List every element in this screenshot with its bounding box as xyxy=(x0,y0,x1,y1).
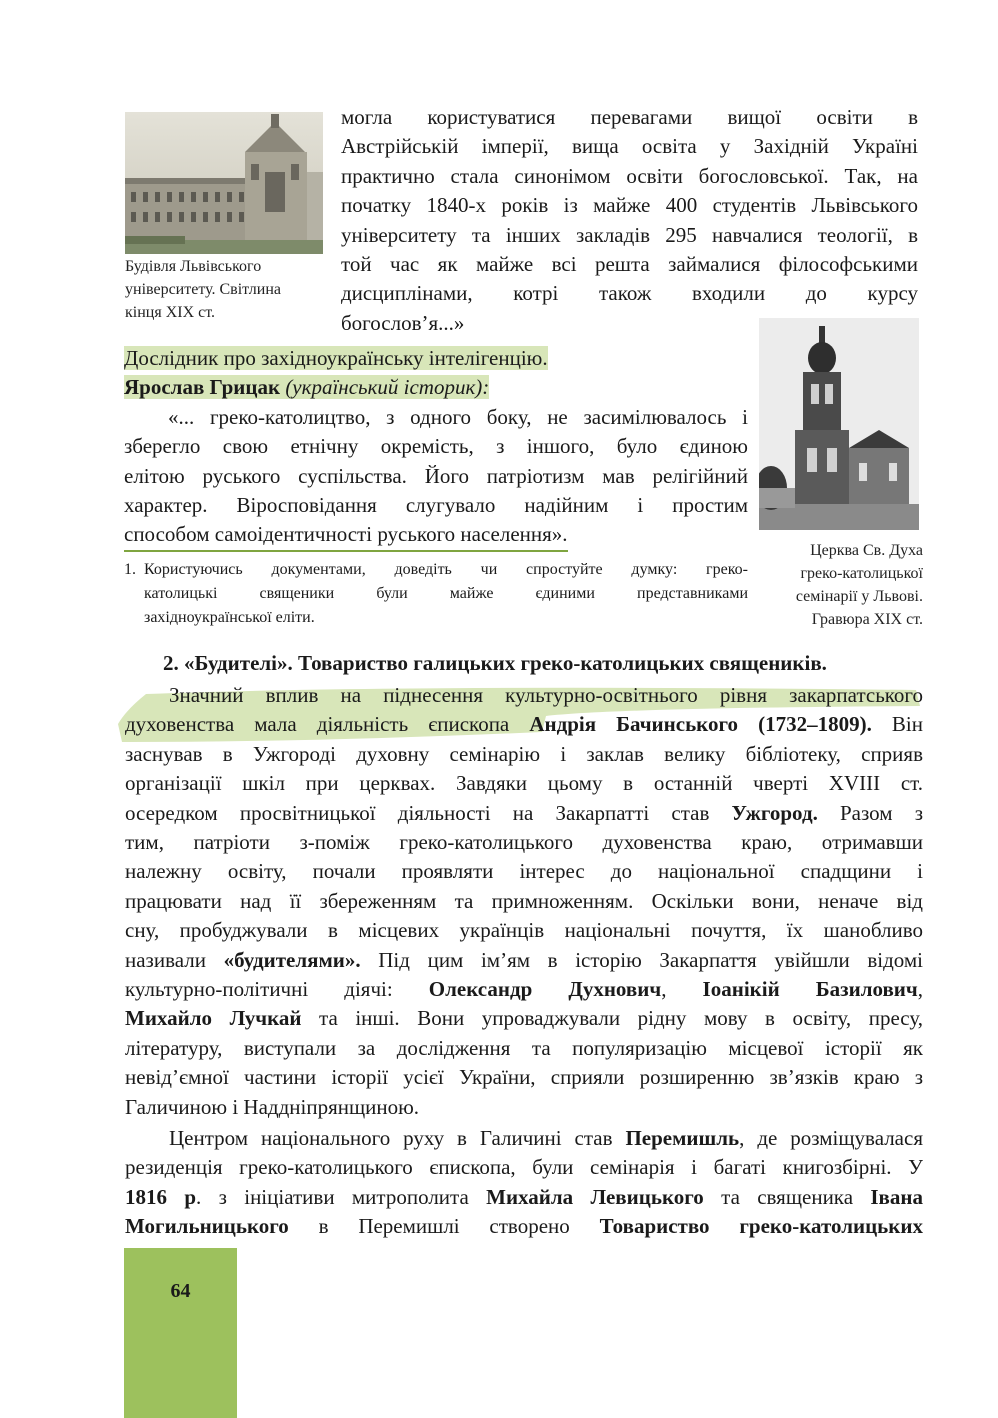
term-budyteli: «будителями». xyxy=(223,947,361,972)
text-span: називали xyxy=(125,947,224,972)
text-line: богослов’я...» xyxy=(341,310,465,335)
page-number: 64 xyxy=(170,1280,191,1302)
text-line: тим, патріоти з-поміж греко-католицького духовенства краю, отримавши xyxy=(125,830,923,855)
text-line xyxy=(125,1183,923,1212)
text-line: практично стала синонімом освіти богословської. Так, на xyxy=(341,163,918,188)
bishop-name: Андрія Бачинського (1732–1809). xyxy=(529,712,872,737)
text-line: заснував в Ужгороді духовну семінарію і заклав велику бібліотеку, сприяв xyxy=(125,741,923,766)
text-span: культурно-політичні діячі: xyxy=(125,977,429,1002)
question-block xyxy=(124,558,748,630)
text-line: університету та інших закладів 295 навчалися теології, в xyxy=(341,222,918,247)
text-line: резиденція греко-католицького єпископа, були семінарія і багаті книгозбірні. У xyxy=(125,1155,923,1180)
person-name: Михайло Лучкай xyxy=(125,1006,302,1031)
text-line: працювати над її збереженням та примноженням. Оскільки вони, неначе від xyxy=(125,888,923,913)
caption-line: Будівля Львівського xyxy=(125,258,262,275)
researcher-heading-line xyxy=(124,344,748,373)
question-line: Користуючись документами, доведіть чи спростуйте думку: греко- xyxy=(144,561,748,578)
caption-line: Церква Св. Духа xyxy=(810,542,923,559)
caption-line: греко-католицької xyxy=(800,565,923,582)
person-name: Михайла Левицького xyxy=(486,1184,704,1209)
section-heading: 2. «Будителі». Товариство галицьких греко-католицьких священиків. xyxy=(163,651,827,675)
city-name: Ужгород. xyxy=(731,800,818,825)
text-line: початку 1840-х років із майже 400 студентів Львівського xyxy=(341,193,918,218)
paragraph-peremyshl xyxy=(125,1124,923,1242)
question-line: католицькі священики були майже єдиними представниками xyxy=(144,585,748,602)
text-line xyxy=(125,1124,923,1153)
section-divider xyxy=(124,550,568,552)
quote-line: «... греко-католицтво, з одного боку, не засимілювалось і xyxy=(168,404,748,429)
text-line: літературу, виступали за дослідження та популяризацію місцевої історії як xyxy=(125,1035,923,1060)
church-photo-caption xyxy=(755,539,923,631)
text-line: Австрійській імперії, вища освіта у Західній Україні xyxy=(341,134,918,159)
text-line: організації шкіл при церквах. Завдяки цьому в останній чверті XVIII ст. xyxy=(125,771,923,796)
year: 1816 р xyxy=(125,1184,197,1209)
quote-line: зберегло свою етнічну окремість, з іншого, було єдиною xyxy=(124,434,748,459)
text-line xyxy=(125,799,923,828)
page-number-tab xyxy=(124,1248,237,1418)
caption-line: семінарії у Львові. xyxy=(795,588,923,605)
text-span: духовенства мала діяльність єпископа xyxy=(125,712,530,737)
text-span: Разом з xyxy=(817,800,924,825)
text-span: Під цим ім’ям в історію Закарпаття увійшли відомі xyxy=(360,947,923,972)
text-span: осередком просвітницької діяльності на Закарпатті став xyxy=(125,800,732,825)
text-span: в Перемишлі створено xyxy=(288,1214,600,1239)
text-line xyxy=(125,1004,923,1033)
caption-line: Гравюра XIX ст. xyxy=(811,611,923,628)
text-line: той час як майже всі решта займалися філософськими xyxy=(341,252,918,277)
caption-line: кінця XIX ст. xyxy=(125,304,216,321)
researcher-role: (український історик): xyxy=(280,375,490,400)
text-span: , xyxy=(661,977,703,1002)
text-span: , xyxy=(917,977,923,1002)
person-name: Могильницького xyxy=(125,1214,289,1239)
text-line: сну, пробуджували в місцевих українців національні почуття, їх шанобливо xyxy=(125,918,923,943)
text-span: Центром національного руху в Галичині став xyxy=(169,1126,626,1150)
text-span: та інші. Вони упроваджували рідну мову в освіту, пресу, xyxy=(301,1006,923,1031)
text-line xyxy=(125,710,923,739)
caption-line: університету. Світлина xyxy=(125,281,281,298)
church-engraving-photo xyxy=(759,318,919,530)
text-line: невід’ємної частини історії усієї України, сприяли розширенню зв’язків краю з xyxy=(125,1065,923,1090)
question-number: 1. xyxy=(124,561,136,578)
researcher-name-line xyxy=(124,373,748,402)
text-span: та священика xyxy=(703,1184,871,1209)
text-span: , де розміщувалася xyxy=(739,1126,923,1150)
text-line xyxy=(125,946,923,975)
quote-line: характер. Віросповідання слугувало надійним і простим xyxy=(124,493,748,518)
person-name: Олександр Духнович xyxy=(428,977,662,1002)
text-line xyxy=(125,1212,923,1241)
text-span: Він xyxy=(871,712,923,737)
researcher-heading: Дослідник про західноукраїнську інтелігенцію. xyxy=(124,346,548,370)
question-line: західноукраїнської еліти. xyxy=(144,609,315,626)
intro-quote-text xyxy=(341,103,918,338)
text-line: належну освіту, почали проявляти інтерес до національної спадщини і xyxy=(125,859,923,884)
text-line xyxy=(125,975,923,1004)
text-line: дисциплінами, котрі також входили до курсу xyxy=(341,281,918,306)
text-span: . з ініціативи митрополита xyxy=(196,1184,487,1209)
person-name: Івана xyxy=(870,1184,923,1209)
researcher-name: Ярослав Грицак xyxy=(124,375,281,400)
university-photo-caption xyxy=(125,255,325,324)
text-line: Галичиною і Наддніпрянщиною. xyxy=(125,1094,420,1119)
text-line: могла користуватися перевагами вищої освіти в xyxy=(341,105,918,129)
society-name: Товариство греко-католицьких xyxy=(599,1214,923,1239)
person-name: Іоанікій Базилович xyxy=(702,977,918,1002)
quote-line: способом самоідентичності руського населення». xyxy=(124,522,568,547)
quote-line: елітою руського суспільства. Його патріотизм мав релігійний xyxy=(124,463,748,488)
text-line: Значний вплив на піднесення культурно-освітнього рівня закарпатського xyxy=(169,683,923,707)
paragraph-budyteli xyxy=(125,681,923,1122)
university-building-photo xyxy=(125,112,323,254)
city-name: Перемишль xyxy=(625,1126,740,1150)
researcher-block xyxy=(124,344,748,550)
